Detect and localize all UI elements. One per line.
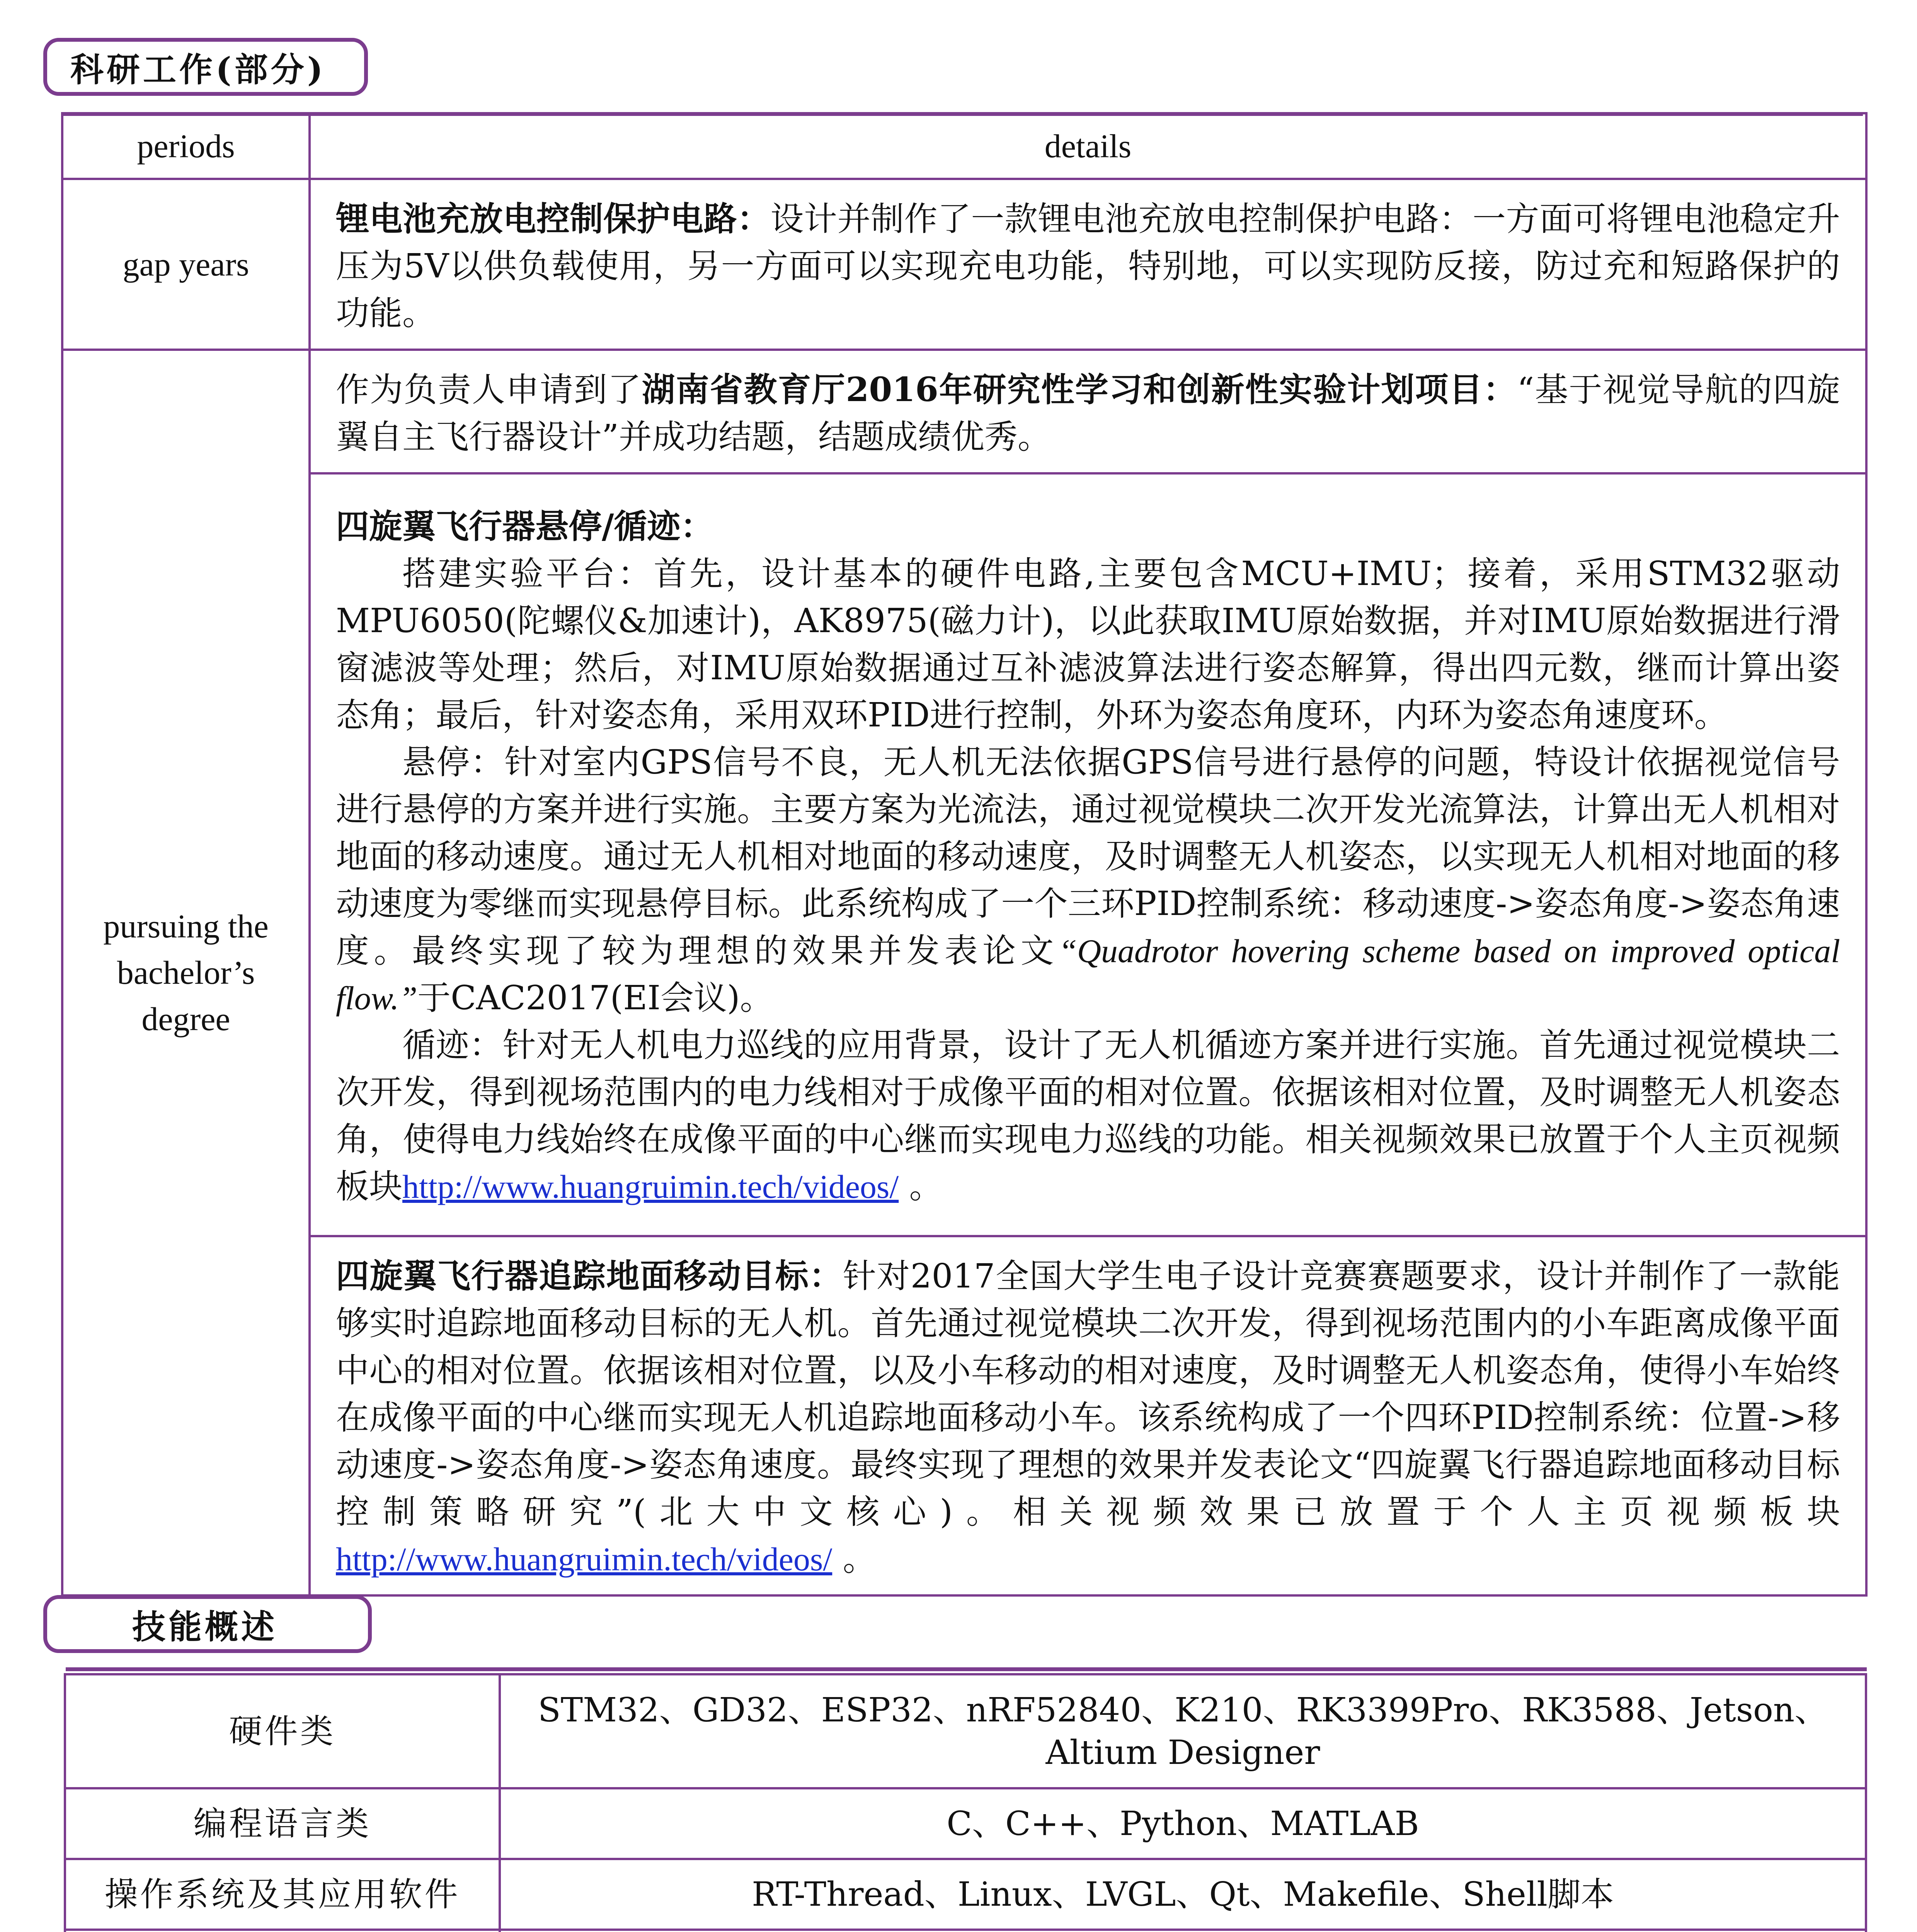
skill-values xyxy=(500,1930,1866,1932)
section-tab-research xyxy=(43,38,368,96)
project-prefix: 作为负责人申请到了 xyxy=(336,371,642,409)
period-gap-years: gap years xyxy=(62,179,310,350)
skill-values: C、C++、Python、MATLAB xyxy=(500,1788,1866,1859)
skill-values: RT-Thread、Linux、LVGL、Qt、Makefile、Shell脚本 xyxy=(500,1859,1866,1930)
paragraph-hover xyxy=(336,739,1840,1022)
videos-link[interactable]: http://www.huangruimin.tech/videos/ xyxy=(402,1168,899,1205)
project-title: 四旋翼飞行器追踪地面移动目标： xyxy=(336,1257,843,1296)
period-line: bachelor’s xyxy=(117,954,255,991)
videos-link[interactable]: http://www.huangruimin.tech/videos/ xyxy=(336,1541,833,1578)
skills-table xyxy=(64,1673,1867,1932)
period-bachelor xyxy=(62,350,310,1595)
skill-category: 操作系统及其应用软件 xyxy=(65,1859,500,1930)
project-title: 四旋翼飞行器悬停/循迹： xyxy=(336,507,714,546)
paragraph-tail: 。 xyxy=(832,1540,876,1578)
section-tab-skills xyxy=(43,1595,372,1653)
paragraph-tail: 。 xyxy=(899,1167,943,1206)
paragraph-line-following xyxy=(336,1022,1840,1210)
section-title-research: 科研工作(部分) xyxy=(70,50,326,89)
project-funding: 湖南省教育厅2016年研究性学习和创新性实验计划项目： xyxy=(642,370,1517,409)
paragraph-platform: 搭建实验平台：首先，设计基本的硬件电路,主要包含MCU+IMU；接着，采用STM32驱动MPU6050(陀螺仪&加速计)，AK8975(磁力计)，以此获取IMU原始数据，并对IMU原始数据进行滑窗滤波等处理；然后，对IMU原始数据通过互补滤波算法进行姿态解算，得出四元数，继而计算出姿态角；最后，针对姿态角，采用双环PID进行控制，外环为姿态角度环，内环为姿态角速度环。 xyxy=(336,554,1840,735)
skill-value-line: STM32、GD32、ESP32、nRF52840、K210、RK3399Pro、RK3588、Jetson、 xyxy=(538,1690,1828,1730)
paper-title: “Quadrotor hovering scheme based on improved optical flow.” xyxy=(336,932,1840,1017)
skill-category: 编程语言类 xyxy=(65,1788,500,1859)
section-title-skills: 技能概述 xyxy=(132,1607,278,1646)
project-suffix: “基于视觉导航的四旋翼自主飞行器设计”并成功结题，结题成绩优秀。 xyxy=(336,371,1840,456)
paragraph-text: 循迹：针对无人机电力巡线的应用背景，设计了无人机循迹方案并进行实施。首先通过视觉模块二次开发，得到视场范围内的电力线相对于成像平面的相对位置。依据该相对位置，及时调整无人机姿态角，使得电力线始终在成像平面的中心继而实现电力巡线的功能。相关视频效果已放置于个人主页视频板块 xyxy=(336,1026,1840,1206)
project-title: 锂电池充放电控制保护电路： xyxy=(336,199,771,238)
project-text: 针对2017全国大学生电子设计竞赛赛题要求，设计并制作了一款能够实时追踪地面移动目标的无人机。首先通过视觉模块二次开发，得到视场范围内的小车距离成像平面中心的相对位置。依据该相对位置，以及小车移动的相对速度，及时调整无人机姿态角，使得小车始终在成像平面的中心继而实现无人机追踪地面移动小车。该系统构成了一个四环PID控制系统：位置->移动速度->姿态角度->姿态角速度。最终实现了理想的效果并发表论文“四旋翼飞行器追踪地面移动目标控制策略研究”(北大中文核心)。相关视频效果已放置于个人主页视频板块 xyxy=(336,1257,1840,1531)
detail-hover-tracking xyxy=(310,473,1866,1236)
paragraph-text: 悬停：针对室内GPS信号不良，无人机无法依据GPS信号进行悬停的问题，特设计依据视觉信号进行悬停的方案并进行实施。主要方案为光流法，通过视觉模块二次开发光流算法，计算出无人机相对地面的移动速度。通过无人机相对地面的移动速度，及时调整无人机姿态，以实现无人机相对地面的移动速度为零继而实现悬停目标。此系统构成了一个三环PID控制系统：移动速度->姿态角度->姿态角速度。最终实现了较为理想的效果并发表论文 xyxy=(336,743,1840,970)
section-divider xyxy=(66,1667,1867,1671)
paragraph-tail: 于CAC2017(EI会议)。 xyxy=(417,979,773,1017)
project-text: 设计并制作了一款锂电池充放电控制保护电路：一方面可将锂电池稳定升压为5V以供负载使用，另一方面可以实现充电功能，特别地，可以实现防反接，防过充和短路保护的功能。 xyxy=(336,200,1840,333)
detail-gap-years xyxy=(310,179,1866,350)
research-table xyxy=(61,112,1868,1597)
detail-innovation-project xyxy=(310,350,1866,473)
skill-value-line: Altium Designer xyxy=(1045,1733,1320,1772)
period-line: degree xyxy=(141,1000,230,1037)
header-periods: periods xyxy=(62,113,310,179)
period-line: pursuing the xyxy=(103,908,269,945)
skill-category: 硬件类 xyxy=(65,1674,500,1788)
header-details: details xyxy=(310,113,1866,179)
skill-values xyxy=(500,1674,1866,1788)
skill-category xyxy=(65,1930,500,1932)
detail-ground-target xyxy=(310,1236,1866,1595)
